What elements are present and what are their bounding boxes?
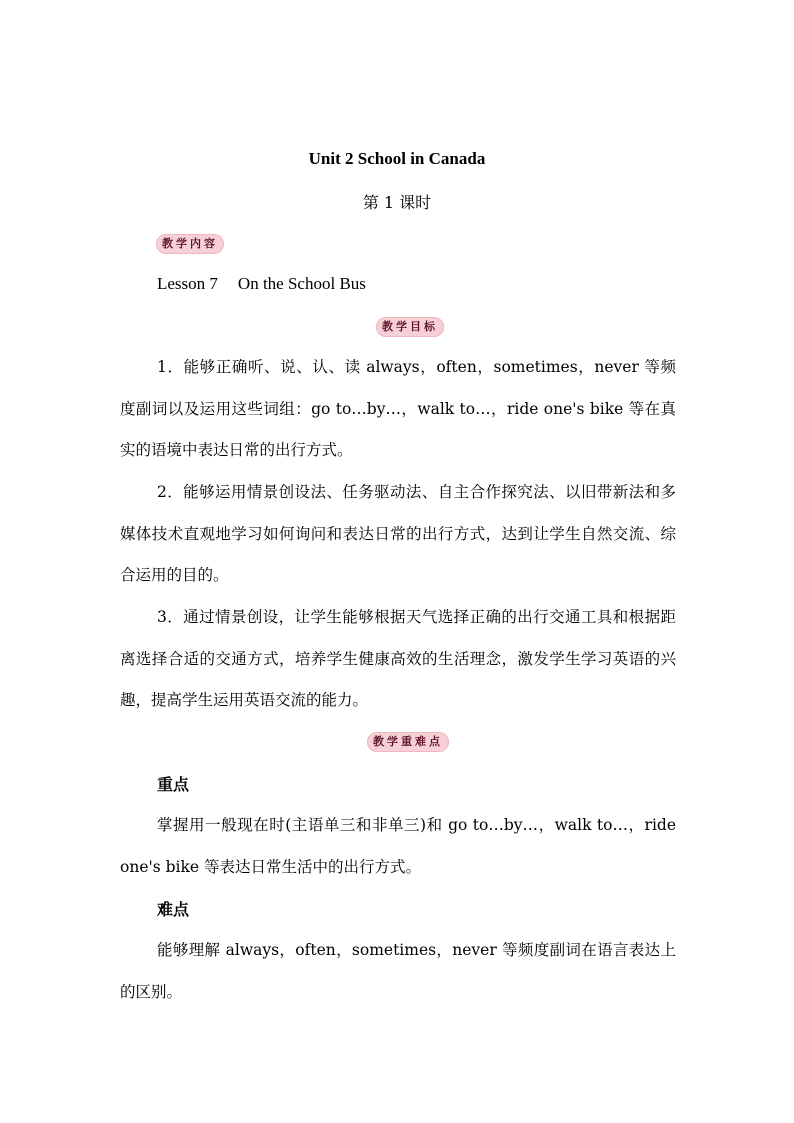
difficult-point-heading: 难点 [157,900,190,919]
goal-item-1: 1．能够正确听、说、认、读 always，often，sometimes，never 等频度副词以及运用这些词组：go to…by…，walk to…，ride one's bike 等在真实的语境中表达日常的出行方式。 [120,358,676,459]
section-badge-goals: 教学目标 [376,317,444,337]
key-point-heading: 重点 [157,775,190,794]
key-point-text: 掌握用一般现在时(主语单三和非单三)和 go to…by…，walk to…，ride one's bike 等表达日常生活中的出行方式。 [120,816,676,876]
difficult-point-text: 能够理解 always，often，sometimes，never 等频度副词在语言表达上的区别。 [120,941,676,1001]
section-badge-content: 教学内容 [156,234,224,254]
lesson-period: 第 1 课时 [362,193,432,212]
lesson-label: Lesson 7 [157,274,218,293]
goal-item-2: 2．能够运用情景创设法、任务驱动法、自主合作探究法、以旧带新法和多媒体技术直观地学习如何询问和表达日常的出行方式，达到让学生自然交流、综合运用的目的。 [120,483,676,584]
lesson-title: On the School Bus [237,274,366,293]
goal-item-3: 3．通过情景创设，让学生能够根据天气选择正确的出行交通工具和根据距离选择合适的交通方式，培养学生健康高效的生活理念，激发学生学习英语的兴趣，提高学生运用英语交流的能力。 [120,608,676,709]
lesson-line [157,274,366,294]
unit-title: Unit 2 School in Canada [308,149,486,168]
section-badge-focus: 教学重难点 [367,732,449,752]
